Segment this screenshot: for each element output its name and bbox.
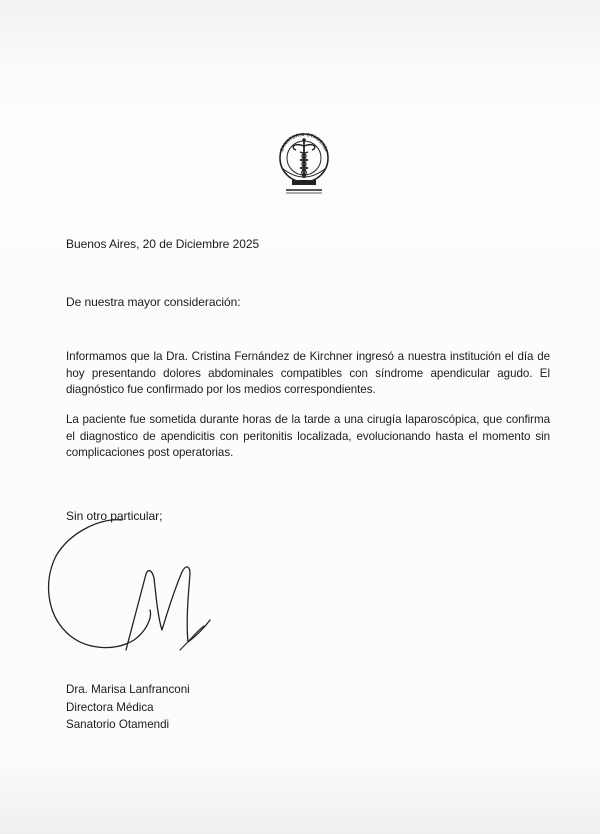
signature-block — [66, 681, 190, 734]
signatory-name: Dra. Marisa Lanfranconi — [66, 683, 190, 696]
body-paragraph-1: Informamos que la Dra. Cristina Fernández de Kirchner ingresó a nuestra institución el día de hoy presentando dolores abdominales compatibles con síndrome apendicular agudo. El diagnóstico fue confirmado por los medios correspondientes. — [66, 350, 550, 396]
date-line: Buenos Aires, 20 de Diciembre 2025 — [66, 237, 260, 251]
institution-logo — [272, 128, 336, 200]
caduceus-seal-icon — [272, 128, 336, 200]
signatory-title: Directora Médica — [66, 700, 154, 714]
svg-text:SANATORIO OTAMENDI: SANATORIO OTAMENDI — [279, 131, 329, 153]
closing-line: Sin otro particular; — [66, 509, 163, 523]
body-paragraph-2: La paciente fue sometida durante horas de la tarde a una cirugía laparoscópica, que confirma el diagnostico de apendicitis con peritonitis localizada, evolucionando hasta el momento sin complicaciones post operatorias. — [66, 413, 550, 459]
signatory-institution: Sanatorio Otamendi — [66, 718, 170, 731]
handwritten-signature — [30, 500, 230, 680]
salutation: De nuestra mayor consideración: — [66, 295, 241, 309]
